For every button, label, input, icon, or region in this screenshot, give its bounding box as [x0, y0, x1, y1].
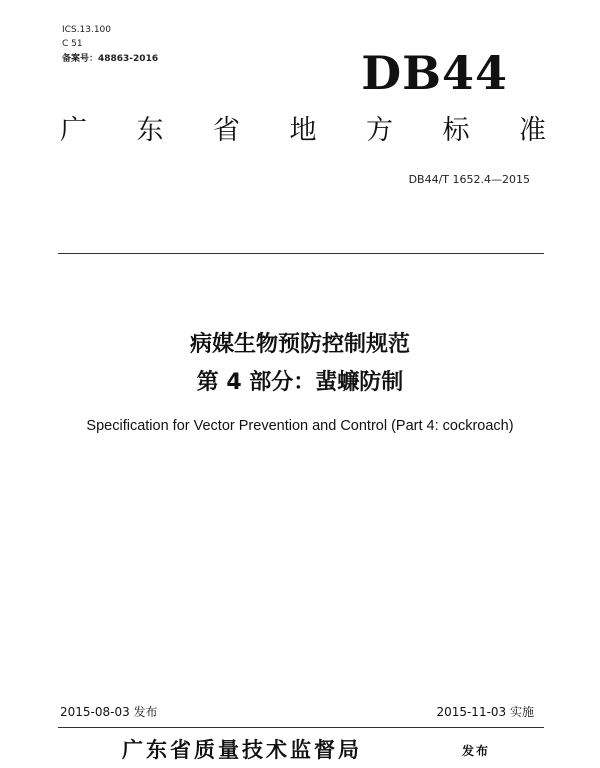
standard-number: DB44/T 1652.4—2015: [408, 173, 530, 186]
category-char: 广: [60, 115, 87, 146]
category-char: 准: [519, 115, 546, 146]
publisher-name: 广东省质量技术监督局: [122, 738, 362, 762]
category-char: 方: [366, 115, 393, 146]
category-char: 东: [136, 115, 164, 146]
category-char: 标: [442, 115, 470, 146]
standard-category: [60, 114, 546, 148]
category-char: 地: [289, 115, 317, 146]
bottom-divider: [58, 727, 544, 728]
top-divider: [58, 253, 544, 254]
document-part-title: 第 4 部分：蜚蠊防制: [196, 370, 404, 395]
ics-code: ICS.13.100: [62, 25, 112, 35]
document-title: 病媒生物预防控制规范: [189, 332, 410, 357]
category-char: 省: [213, 115, 240, 146]
publish-label: 发布: [462, 744, 491, 758]
classification-code: C 51: [62, 39, 83, 49]
issue-date: 2015-08-03 发布: [60, 705, 158, 719]
implementation-date: 2015-11-03 实施: [436, 705, 534, 719]
filing-number: 备案号：48863-2016: [62, 54, 159, 64]
english-title: Specification for Vector Prevention and Control (Part 4: cockroach): [86, 418, 514, 434]
db44-brand: DB44: [361, 46, 508, 100]
